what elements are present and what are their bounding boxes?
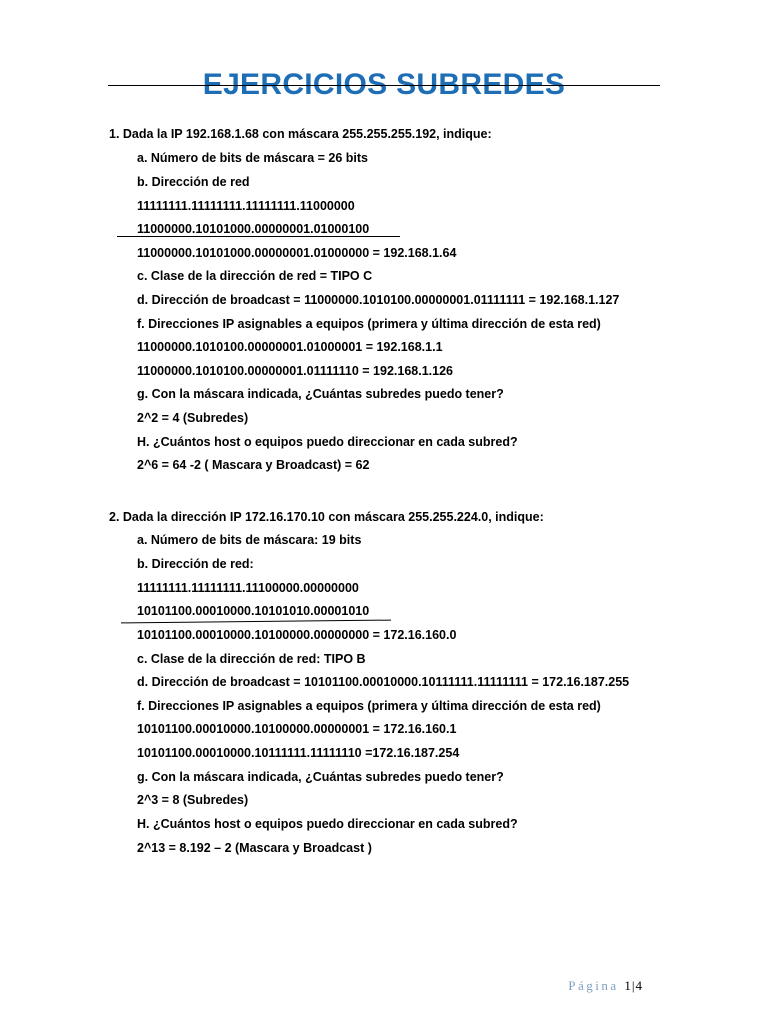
exercise-1-ip-binary: 11000000.10101000.00000001.01000100 [137, 222, 370, 236]
exercise-1-line-b: b. Dirección de red [137, 175, 250, 189]
exercise-2-first-host: 10101100.00010000.10100000.00000001 = 172.16.160.1 [137, 722, 457, 736]
exercise-2-line-d: d. Dirección de broadcast = 10101100.00010000.10111111.11111111 = 172.16.187.255 [137, 675, 630, 689]
footer-page-label: Página [568, 978, 619, 993]
exercise-1-line-c: c. Clase de la dirección de red = TIPO C [137, 269, 373, 283]
exercise-1-mask-binary: 11111111.11111111.11111111.11000000 [137, 199, 355, 213]
exercise-2-last-host: 10101100.00010000.10111111.11111110 =172.16.187.254 [137, 746, 460, 760]
exercise-2-line-c: c. Clase de la dirección de red: TIPO B [137, 652, 366, 666]
exercise-1-last-host: 11000000.1010100.00000001.01111110 = 192.168.1.126 [137, 364, 453, 378]
exercise-2-line-a: a. Número de bits de máscara: 19 bits [137, 533, 362, 547]
exercise-1-line-g: g. Con la máscara indicada, ¿Cuántas subredes puedo tener? [137, 387, 504, 401]
exercise-1-first-host: 11000000.1010100.00000001.01000001 = 192.168.1.1 [137, 340, 443, 354]
exercise-2-hosts-answer: 2^13 = 8.192 – 2 (Mascara y Broadcast ) [137, 841, 372, 855]
exercise-2-line-h: H. ¿Cuántos host o equipos puedo direccionar en cada subred? [137, 817, 518, 831]
exercise-1-and-underline [117, 236, 400, 237]
exercise-2-ip-binary: 10101100.00010000.10101010.00001010 [137, 604, 370, 618]
footer-total-pages: 4 [635, 978, 642, 993]
exercise-1-heading: 1. Dada la IP 192.168.1.68 con máscara 255.255.255.192, indique: [109, 127, 492, 141]
page-footer [568, 978, 642, 994]
exercise-2-network-result: 10101100.00010000.10100000.00000000 = 172.16.160.0 [137, 628, 457, 642]
exercise-1-subnets-answer: 2^2 = 4 (Subredes) [137, 411, 249, 425]
footer-page-number: 1 [624, 978, 631, 993]
exercise-2-and-underline [121, 620, 391, 624]
page-title: EJERCICIOS SUBREDES [202, 68, 566, 102]
exercise-1-line-h: H. ¿Cuántos host o equipos puedo direccionar en cada subred? [137, 435, 518, 449]
exercise-2-mask-binary: 11111111.11111111.11100000.00000000 [137, 581, 359, 595]
exercise-2-line-b: b. Dirección de red: [137, 557, 254, 571]
exercise-2-line-g: g. Con la máscara indicada, ¿Cuántas subredes puedo tener? [137, 770, 504, 784]
exercise-1-network-result: 11000000.10101000.00000001.01000000 = 192.168.1.64 [137, 246, 457, 260]
exercise-2-subnets-answer: 2^3 = 8 (Subredes) [137, 793, 249, 807]
exercise-2-heading: 2. Dada la dirección IP 172.16.170.10 con máscara 255.255.224.0, indique: [109, 510, 544, 524]
title-divider [108, 85, 660, 86]
exercise-1-hosts-answer: 2^6 = 64 -2 ( Mascara y Broadcast) = 62 [137, 458, 370, 472]
exercise-1-line-d: d. Dirección de broadcast = 11000000.1010100.00000001.01111111 = 192.168.1.127 [137, 293, 620, 307]
footer-separator: | [631, 978, 635, 993]
exercise-2-line-f: f. Direcciones IP asignables a equipos (primera y última dirección de esta red) [137, 699, 601, 713]
exercise-1-line-f: f. Direcciones IP asignables a equipos (primera y última dirección de esta red) [137, 317, 601, 331]
exercise-1-line-a: a. Número de bits de máscara = 26 bits [137, 151, 368, 165]
